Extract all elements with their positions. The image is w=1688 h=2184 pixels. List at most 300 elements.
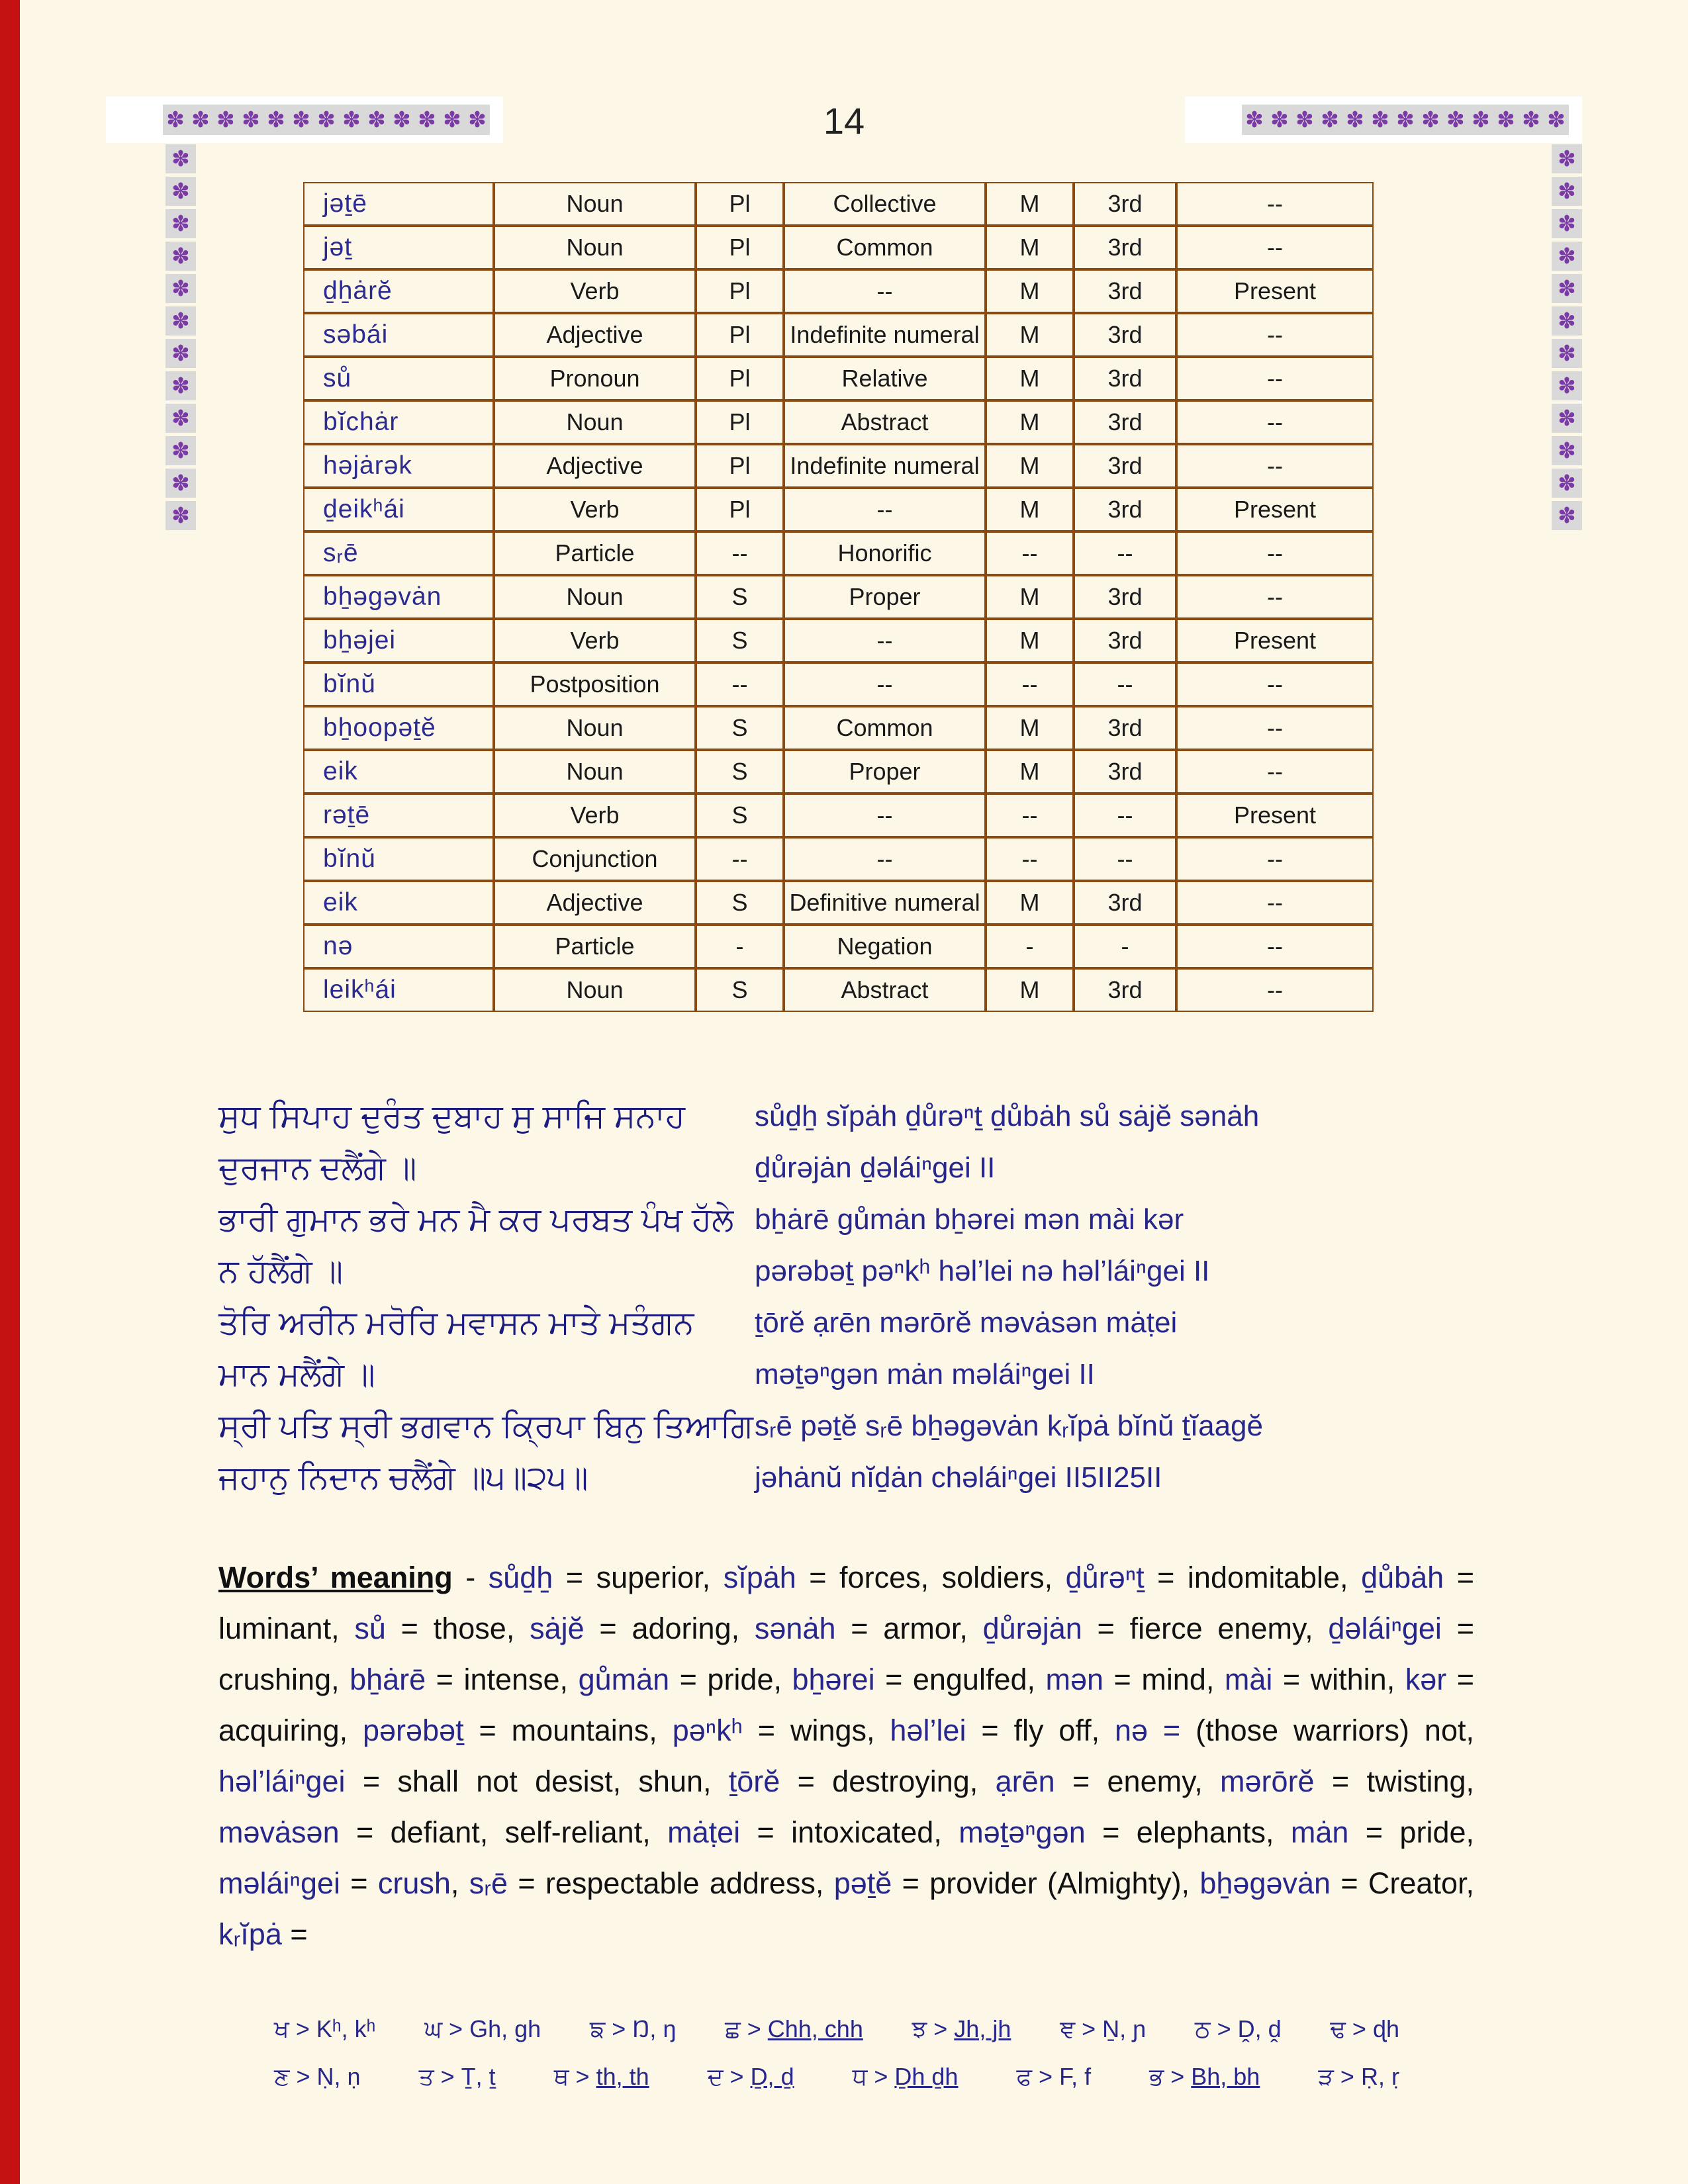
gen-cell: M [986, 226, 1074, 269]
tense-cell: -- [1176, 837, 1374, 881]
transliteration-column [755, 1091, 1479, 1504]
type-cell: -- [784, 269, 986, 313]
flower-ornament-icon: ✽ [1552, 404, 1582, 433]
num-cell: S [696, 706, 784, 750]
meaning-segment: = wings, [742, 1713, 890, 1747]
tense-cell: -- [1176, 881, 1374, 925]
legend-gurmukhi-letter: ਛ [725, 2015, 741, 2042]
legend-item [274, 2063, 361, 2091]
legend-gurmukhi-letter: ਠ [1194, 2015, 1211, 2042]
legend-transliteration: Ŋ, ŋ [632, 2015, 677, 2042]
gurmukhi-line: ਦੁਰਜਾਨ ਦਲੈਂਗੇ ॥ [218, 1150, 417, 1186]
per-cell: 3rd [1074, 968, 1176, 1012]
top-left-ornament-band [106, 97, 503, 143]
meaning-segment: həl’lei [890, 1713, 966, 1747]
gurmukhi-column [218, 1091, 755, 1504]
table-row [303, 357, 1374, 400]
tense-cell: -- [1176, 575, 1374, 619]
flower-ornament-icon: ✽ [1552, 209, 1582, 238]
meaning-segment: mài [1224, 1662, 1273, 1696]
meaning-segment: = respectable address, [508, 1866, 834, 1900]
gen-cell: -- [986, 794, 1074, 837]
word-cell: jəṯē [303, 182, 494, 226]
gurmukhi-line: ਭਾਰੀ ਗੁਮਾਨ ਭਰੇ ਮਨ ਮੈ ਕਰ ਪਰਬਤ ਪੰਖ ਹੱਲੇ [218, 1202, 734, 1238]
gen-cell: M [986, 968, 1074, 1012]
meaning-segment: = crushing, [218, 1612, 1474, 1696]
legend-gurmukhi-letter: ਘ [424, 2015, 443, 2042]
pos-cell: Pronoun [494, 357, 696, 400]
transliteration-line: jəhȧnŭ nĭḏȧn chəláiⁿgei II5II25II [755, 1461, 1162, 1494]
tense-cell: -- [1176, 531, 1374, 575]
tense-cell: -- [1176, 313, 1374, 357]
per-cell: 3rd [1074, 313, 1176, 357]
tense-cell: -- [1176, 925, 1374, 968]
legend-transliteration: Ṇ, ṇ [316, 2062, 361, 2090]
num-cell: S [696, 881, 784, 925]
flower-ornament-icon: ✽ [292, 107, 310, 132]
flower-ornament-icon: ✽ [1472, 107, 1490, 132]
legend-gurmukhi-letter: ਥ [553, 2062, 569, 2090]
num-cell: Pl [696, 357, 784, 400]
table-row [303, 488, 1374, 531]
gurmukhi-line: ਤੋਰਿ ਅਰੀਨ ਮਰੋਰਿ ਮਵਾਸਨ ਮਾਤੇ ਮਤੰਗਨ [218, 1305, 694, 1341]
tense-cell: -- [1176, 968, 1374, 1012]
legend-gurmukhi-letter: ਭ [1149, 2062, 1164, 2090]
transliteration-line: məṯəⁿgən mȧn məláiⁿgei II [755, 1358, 1095, 1390]
gen-cell: M [986, 182, 1074, 226]
pos-cell: Verb [494, 488, 696, 531]
meaning-segment: ḏəláiⁿgei [1328, 1612, 1442, 1645]
table-row [303, 968, 1374, 1012]
table-row [303, 531, 1374, 575]
word-cell: bĭnŭ [303, 662, 494, 706]
num-cell: Pl [696, 400, 784, 444]
num-cell: Pl [696, 182, 784, 226]
meaning-segment: məṯəⁿgən [959, 1815, 1086, 1849]
word-cell: ḏẖȧrĕ [303, 269, 494, 313]
type-cell: Abstract [784, 968, 986, 1012]
flower-ornament-icon: ✽ [1421, 107, 1440, 132]
meaning-segment: crush [377, 1866, 451, 1900]
legend-item [708, 2063, 794, 2091]
flower-ornament-icon: ✽ [165, 501, 196, 530]
transliteration-line: ḏůrəjȧn ḏəláiⁿgei II [755, 1152, 996, 1184]
meaning-segment: nə = [1115, 1713, 1181, 1747]
table-row [303, 794, 1374, 837]
pos-cell: Particle [494, 531, 696, 575]
legend-arrow: > [740, 2015, 768, 2042]
tense-cell: -- [1176, 706, 1374, 750]
meaning-segment: kᵣĭpȧ [218, 1917, 282, 1951]
legend-transliteration: Ḏ, ḏ [750, 2062, 794, 2090]
meaning-segment: = armor, [835, 1612, 983, 1645]
legend-transliteration: Gh, gh [469, 2015, 541, 2042]
per-cell: -- [1074, 662, 1176, 706]
meaning-segment: ḏůbȧh [1361, 1561, 1444, 1594]
word-cell: bĭnŭ [303, 837, 494, 881]
meaning-segment: = Creator, [1331, 1866, 1474, 1900]
flower-ornament-icon: ✽ [1321, 107, 1339, 132]
meaning-segment: = superior, [553, 1561, 724, 1594]
meaning-segment: = [340, 1866, 378, 1900]
gen-cell: M [986, 269, 1074, 313]
per-cell: 3rd [1074, 357, 1176, 400]
tense-cell: Present [1176, 488, 1374, 531]
word-cell: bĭchȧr [303, 400, 494, 444]
pos-cell: Conjunction [494, 837, 696, 881]
word-cell: ḏeikʰái [303, 488, 494, 531]
legend-gurmukhi-letter: ਝ [912, 2015, 927, 2042]
pos-cell: Noun [494, 750, 696, 794]
legend-row [274, 2053, 1399, 2101]
table-row [303, 837, 1374, 881]
per-cell: -- [1074, 837, 1176, 881]
meaning-segment: mərōrĕ [1220, 1764, 1315, 1798]
gen-cell: M [986, 706, 1074, 750]
flower-ornament-icon: ✽ [165, 144, 196, 173]
legend-item [274, 2015, 375, 2044]
num-cell: S [696, 619, 784, 662]
meaning-segment: = pride, [1348, 1815, 1474, 1849]
num-cell: S [696, 750, 784, 794]
meaning-segment: mən [1045, 1662, 1104, 1696]
num-cell: Pl [696, 313, 784, 357]
legend-arrow: > [1164, 2062, 1192, 2090]
flower-ornament-icon: ✽ [1552, 469, 1582, 498]
num-cell: Pl [696, 226, 784, 269]
type-cell: Collective [784, 182, 986, 226]
per-cell: 3rd [1074, 444, 1176, 488]
legend-transliteration: Ḏh ḏh [894, 2062, 959, 2090]
legend-item [424, 2015, 541, 2044]
flower-ornament-icon: ✽ [267, 107, 285, 132]
tense-cell: Present [1176, 269, 1374, 313]
table-row [303, 662, 1374, 706]
meaning-segment: gůmȧn [578, 1662, 670, 1696]
table-row [303, 750, 1374, 794]
table-row [303, 881, 1374, 925]
per-cell: 3rd [1074, 706, 1176, 750]
per-cell: 3rd [1074, 226, 1176, 269]
legend-item [419, 2063, 496, 2091]
flower-ornament-icon: ✽ [165, 177, 196, 206]
flower-ornament-icon: ✽ [165, 404, 196, 433]
meaning-segment: bẖərei [792, 1662, 875, 1696]
legend-gurmukhi-letter: ਦ [707, 2062, 724, 2090]
type-cell: -- [784, 837, 986, 881]
flower-ornament-icon: ✽ [1552, 339, 1582, 368]
legend-arrow: > [723, 2062, 751, 2090]
flower-ornament-icon: ✽ [367, 107, 386, 132]
flower-ornament-icon: ✽ [1371, 107, 1389, 132]
flower-ornament-icon: ✽ [1245, 107, 1264, 132]
meaning-segment: = mind, [1103, 1662, 1225, 1696]
type-cell: Honorific [784, 531, 986, 575]
word-cell: rəṯē [303, 794, 494, 837]
meaning-segment: = enemy, [1055, 1764, 1221, 1798]
tense-cell: -- [1176, 226, 1374, 269]
left-ornament-column [165, 144, 196, 530]
transliteration-line: sᵣē pəṯĕ sᵣē bẖəgəvȧn kᵣĭpȧ bĭnŭ ṯĭaagĕ [755, 1410, 1264, 1442]
gurmukhi-line: ਨ ਹੱਲੈਂਗੇ ॥ [218, 1253, 344, 1289]
gurmukhi-line: ਜਹਾਨੁ ਨਿਦਾਨ ਚਲੈਂਗੇ ॥੫॥੨੫॥ [218, 1460, 588, 1496]
meaning-segment: = engulfed, [874, 1662, 1046, 1696]
tense-cell: Present [1176, 794, 1374, 837]
pos-cell: Noun [494, 575, 696, 619]
meaning-segment: = those, [385, 1612, 530, 1645]
meaning-segment: mȧn [1290, 1815, 1349, 1849]
meaning-segment: = shall not desist, shun, [345, 1764, 729, 1798]
legend-transliteration: Chh, chh [767, 2015, 863, 2042]
meaning-segment: sȧjĕ [530, 1612, 585, 1645]
legend-item [725, 2015, 863, 2044]
meaning-segment: = intense, [426, 1662, 579, 1696]
meaning-segment: sů [354, 1612, 386, 1645]
flower-ornament-icon: ✽ [191, 107, 210, 132]
meaning-segment: ṯōrĕ [728, 1764, 780, 1798]
per-cell: -- [1074, 531, 1176, 575]
legend-transliteration: Jh, jh [954, 2015, 1011, 2042]
flower-ornament-icon: ✽ [1552, 242, 1582, 271]
legend-transliteration: F, f [1059, 2062, 1092, 2090]
gen-cell: M [986, 313, 1074, 357]
table-row [303, 313, 1374, 357]
legend-gurmukhi-letter: ਣ [274, 2062, 290, 2090]
per-cell: - [1074, 925, 1176, 968]
pos-cell: Noun [494, 968, 696, 1012]
num-cell: S [696, 968, 784, 1012]
table-row [303, 444, 1374, 488]
legend-gurmukhi-letter: ਤ [418, 2062, 434, 2090]
type-cell: Proper [784, 750, 986, 794]
legend-gurmukhi-letter: ਞ [1060, 2015, 1076, 2042]
meaning-segment: = twisting, [1314, 1764, 1474, 1798]
meaning-segment: ḏůrəjȧn [982, 1612, 1082, 1645]
legend-transliteration: th, th [596, 2062, 649, 2090]
meaning-segment: sᵣē [469, 1866, 508, 1900]
word-cell: leikʰái [303, 968, 494, 1012]
flower-ornament-icon: ✽ [216, 107, 235, 132]
flower-ornament-icon: ✽ [1522, 107, 1540, 132]
legend-item [1195, 2015, 1282, 2044]
meaning-segment: = within, [1272, 1662, 1405, 1696]
legend-item [912, 2015, 1011, 2044]
meaning-segment: = forces, soldiers, [796, 1561, 1066, 1594]
tense-cell: -- [1176, 750, 1374, 794]
flower-ornament-icon: ✽ [1552, 274, 1582, 303]
meaning-segment: ḏůrəⁿṯ [1065, 1561, 1145, 1594]
meaning-segment: , [450, 1866, 469, 1900]
per-cell: 3rd [1074, 750, 1176, 794]
transliteration-key [274, 2005, 1399, 2101]
meaning-segment: = defiant, self-reliant, [339, 1815, 668, 1849]
gen-cell: -- [986, 662, 1074, 706]
per-cell: 3rd [1074, 400, 1176, 444]
pos-cell: Adjective [494, 881, 696, 925]
num-cell: -- [696, 531, 784, 575]
flower-ornament-icon: ✽ [1497, 107, 1515, 132]
flower-ornament-icon: ✽ [165, 436, 196, 465]
word-cell: bẖəjei [303, 619, 494, 662]
meaning-segment: (those warriors) not, [1180, 1713, 1474, 1747]
flower-ornament-icon: ✽ [1547, 107, 1566, 132]
legend-gurmukhi-letter: ਙ [589, 2015, 606, 2042]
legend-transliteration: ɖh [1372, 2015, 1399, 2042]
flower-ornament-icon: ✽ [165, 242, 196, 271]
gurmukhi-line: ਸੁਧ ਸਿਪਾਹ ਦੁਰੰਤ ਦੁਬਾਹ ਸੁ ਸਾਜਿ ਸਨਾਹ [218, 1099, 686, 1134]
legend-item [1330, 2015, 1399, 2044]
flower-ornament-icon: ✽ [1295, 107, 1314, 132]
meaning-segment: pəṯĕ [833, 1866, 892, 1900]
legend-gurmukhi-letter: ਫ [1016, 2062, 1033, 2090]
legend-transliteration: Ṉ, ɲ [1102, 2015, 1147, 2042]
gurmukhi-line: ਮਾਨ ਮਲੈਂਗੇ ॥ [218, 1357, 375, 1392]
per-cell: -- [1074, 794, 1176, 837]
legend-item [1149, 2063, 1260, 2091]
meaning-segment: = mountains, [463, 1713, 673, 1747]
transliteration-line: bẖȧrē gůmȧn bẖərei mən mài kər [755, 1203, 1184, 1236]
flower-ornament-icon: ✽ [1396, 107, 1415, 132]
meaning-segment: = luminant, [218, 1561, 1474, 1645]
type-cell: -- [784, 794, 986, 837]
analysis-table-body [303, 182, 1374, 1012]
type-cell: -- [784, 488, 986, 531]
meaning-segment: ạrēn [995, 1764, 1055, 1798]
meaning-segment: məvȧsən [218, 1815, 340, 1849]
word-cell: səbái [303, 313, 494, 357]
transliteration-line: pərəbəṯ pəⁿkʰ həl’lei nə həl’láiⁿgei II [755, 1255, 1210, 1287]
transliteration-line: ṯōrĕ ạrēn mərōrĕ məvȧsən mȧṭei [755, 1306, 1178, 1339]
legend-item [554, 2063, 649, 2091]
flower-ornament-icon: ✽ [165, 371, 196, 400]
meaning-segment: sənȧh [754, 1612, 836, 1645]
meaning-segment: = fierce enemy, [1082, 1612, 1329, 1645]
meaning-segment: pəⁿkʰ [672, 1713, 743, 1747]
legend-transliteration: Bh, bh [1191, 2062, 1260, 2090]
word-cell: jəṯ [303, 226, 494, 269]
words-meaning-paragraph [218, 1552, 1474, 1960]
type-cell: Proper [784, 575, 986, 619]
type-cell: -- [784, 662, 986, 706]
legend-item [1017, 2063, 1092, 2091]
meaning-segment: = indomitable, [1144, 1561, 1362, 1594]
meaning-segment: bẖȧrē [350, 1662, 426, 1696]
legend-gurmukhi-letter: ਧ [852, 2062, 868, 2090]
num-cell: S [696, 794, 784, 837]
table-row [303, 575, 1374, 619]
gen-cell: M [986, 444, 1074, 488]
flower-strip [163, 105, 490, 135]
flower-ornament-icon: ✽ [165, 339, 196, 368]
flower-ornament-icon: ✽ [165, 306, 196, 336]
flower-ornament-icon: ✽ [1552, 371, 1582, 400]
transliteration-line: sůḏẖ sĭpȧh ḏůrəⁿṯ ḏůbȧh sů sȧjĕ sənȧh [755, 1100, 1260, 1132]
gen-cell: -- [986, 531, 1074, 575]
legend-arrow: > [434, 2062, 461, 2090]
flower-strip [1242, 105, 1569, 135]
legend-item [590, 2015, 676, 2044]
word-cell: sů [303, 357, 494, 400]
tense-cell: -- [1176, 444, 1374, 488]
legend-arrow: > [1032, 2062, 1060, 2090]
shabad-section [218, 1091, 1479, 1504]
tense-cell: -- [1176, 662, 1374, 706]
legend-item [1060, 2015, 1146, 2044]
word-cell: eik [303, 881, 494, 925]
gen-cell: M [986, 881, 1074, 925]
word-cell: bẖoopəṯĕ [303, 706, 494, 750]
flower-ornament-icon: ✽ [165, 274, 196, 303]
meaning-segment: sůḏẖ [488, 1561, 553, 1594]
legend-arrow: > [927, 2015, 955, 2042]
word-cell: eik [303, 750, 494, 794]
gen-cell: M [986, 488, 1074, 531]
meaning-segment: - [452, 1561, 489, 1594]
tense-cell: Present [1176, 619, 1374, 662]
gen-cell: M [986, 575, 1074, 619]
gen-cell: M [986, 619, 1074, 662]
legend-arrow: > [569, 2062, 596, 2090]
page-number: 14 [823, 100, 865, 142]
flower-ornament-icon: ✽ [242, 107, 260, 132]
per-cell: 3rd [1074, 269, 1176, 313]
legend-arrow: > [1333, 2062, 1361, 2090]
table-row [303, 182, 1374, 226]
per-cell: 3rd [1074, 488, 1176, 531]
legend-item [853, 2063, 959, 2091]
table-row [303, 269, 1374, 313]
num-cell: Pl [696, 269, 784, 313]
meaning-segment: sĭpȧh [723, 1561, 796, 1594]
flower-ornament-icon: ✽ [1552, 177, 1582, 206]
tense-cell: -- [1176, 182, 1374, 226]
pos-cell: Adjective [494, 313, 696, 357]
meaning-segment: həl’láiⁿgei [218, 1764, 346, 1798]
flower-ornament-icon: ✽ [393, 107, 411, 132]
flower-ornament-icon: ✽ [342, 107, 361, 132]
meaning-segment: = acquiring, [218, 1662, 1474, 1747]
type-cell: Negation [784, 925, 986, 968]
flower-ornament-icon: ✽ [1270, 107, 1289, 132]
legend-arrow: > [867, 2062, 895, 2090]
legend-row [274, 2005, 1399, 2053]
flower-ornament-icon: ✽ [1446, 107, 1465, 132]
num-cell: Pl [696, 488, 784, 531]
gen-cell: M [986, 357, 1074, 400]
legend-arrow: > [1075, 2015, 1103, 2042]
flower-ornament-icon: ✽ [1552, 436, 1582, 465]
pos-cell: Verb [494, 794, 696, 837]
right-ornament-column [1552, 144, 1582, 530]
flower-ornament-icon: ✽ [166, 107, 185, 132]
legend-transliteration: Kʰ, kʰ [316, 2015, 376, 2042]
type-cell: Abstract [784, 400, 986, 444]
num-cell: -- [696, 662, 784, 706]
table-row [303, 706, 1374, 750]
type-cell: Definitive numeral [784, 881, 986, 925]
flower-ornament-icon: ✽ [165, 469, 196, 498]
flower-ornament-icon: ✽ [1552, 501, 1582, 530]
table-row [303, 619, 1374, 662]
meaning-segment: kər [1405, 1662, 1447, 1696]
legend-transliteration: Ṛ, ṛ [1360, 2062, 1399, 2090]
per-cell: 3rd [1074, 881, 1176, 925]
num-cell: Pl [696, 444, 784, 488]
type-cell: Common [784, 226, 986, 269]
pos-cell: Postposition [494, 662, 696, 706]
meaning-segment: = destroying, [780, 1764, 996, 1798]
flower-ornament-icon: ✽ [1552, 144, 1582, 173]
